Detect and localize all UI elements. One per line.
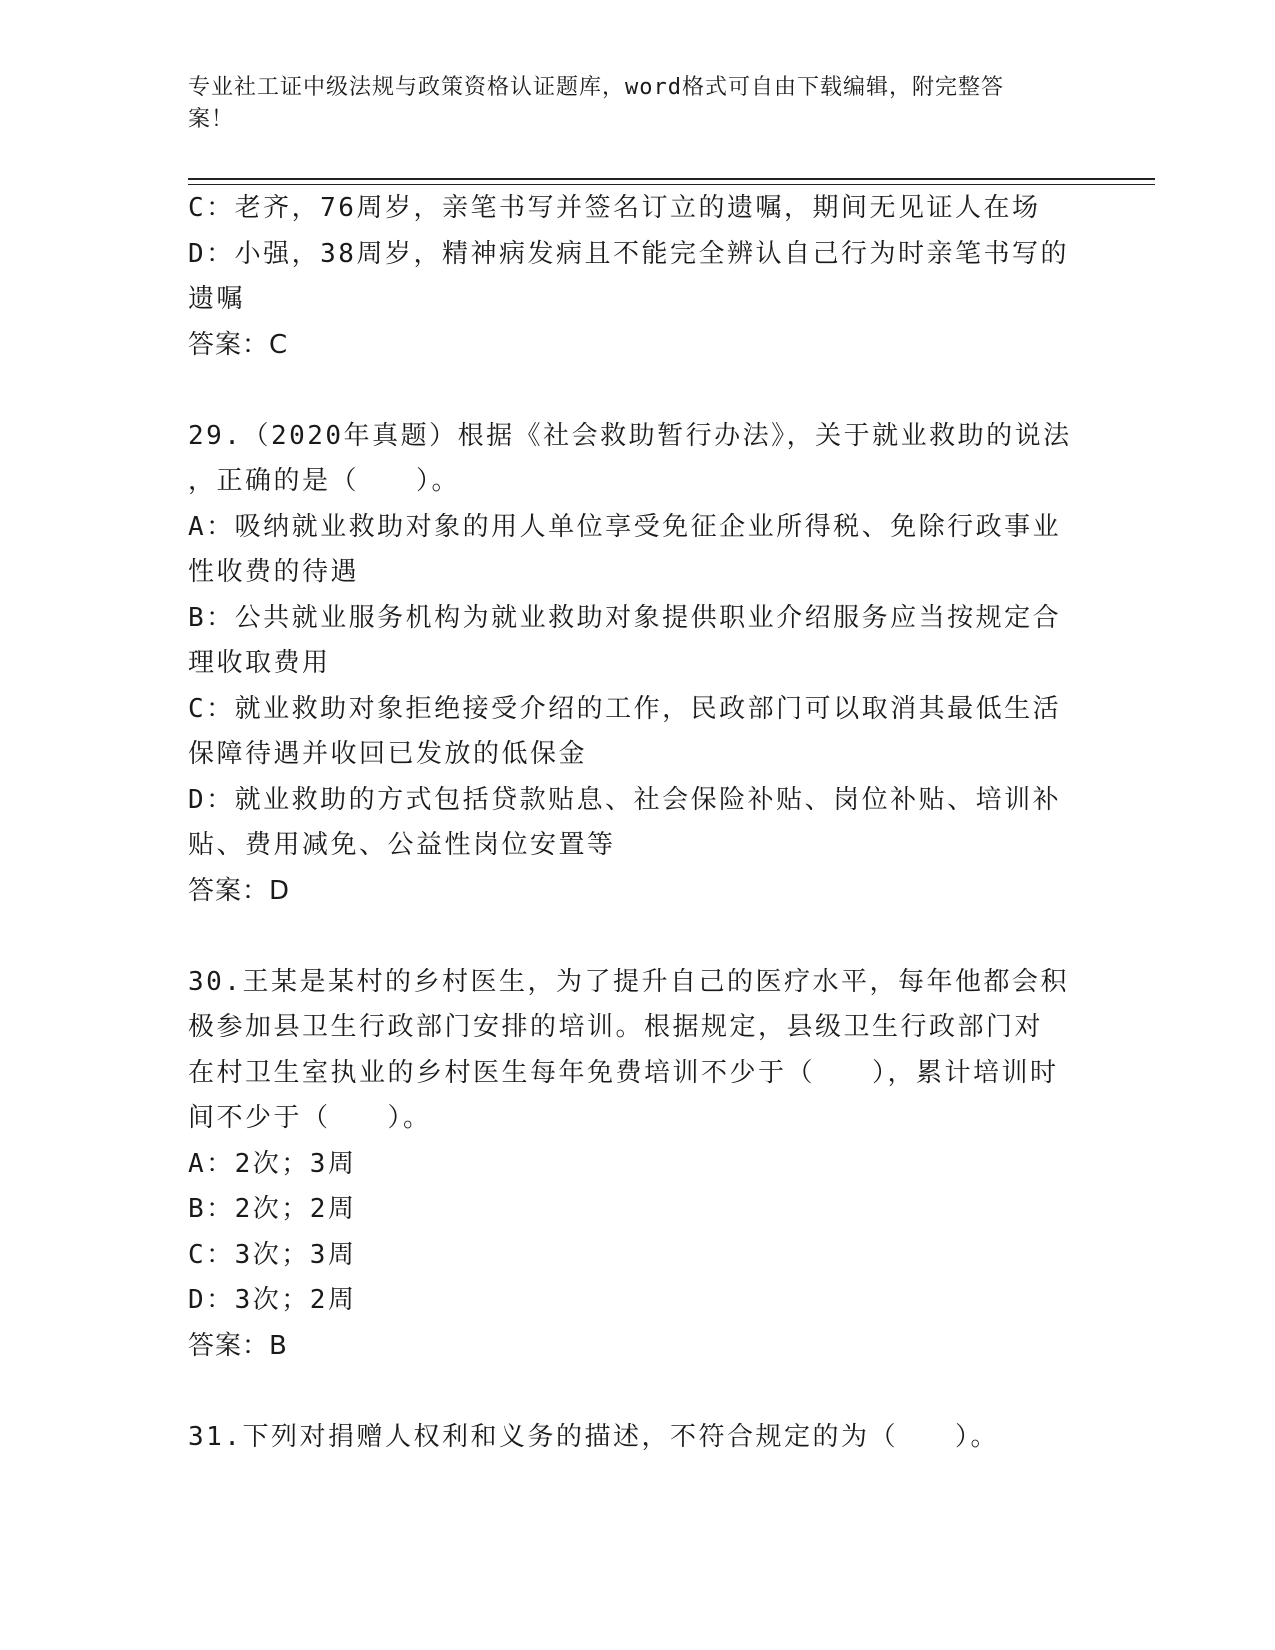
option-b-line-1: B：公共就业服务机构为就业救助对象提供职业介绍服务应当按规定合 <box>188 602 1062 633</box>
question-stem-line-2: ，正确的是（ ）。 <box>188 466 461 496</box>
blank-line <box>188 914 1088 960</box>
header-line-1: 专业社工证中级法规与政策资格认证题库，word格式可自由下载编辑，附完整答 <box>188 75 1004 100</box>
option-d-line-1: D：就业救助的方式包括贷款贴息、社会保险补贴、岗位补贴、培训补 <box>188 784 1062 815</box>
option-c-line-2: 保障待遇并收回已发放的低保金 <box>188 739 588 769</box>
question-31 <box>188 1415 1088 1461</box>
option-d-line-2: 遗嘱 <box>188 284 246 314</box>
page-header <box>188 72 1068 136</box>
option-b: B：2次；2周 <box>188 1194 357 1224</box>
header-line-2: 案！ <box>188 107 235 132</box>
question-stem-line-2: 极参加县卫生行政部门安排的培训。根据规定，县级卫生行政部门对 <box>188 1012 1044 1042</box>
answer: 答案：D <box>188 875 291 906</box>
question-30 <box>188 960 1088 1370</box>
option-a-line-1: A：吸纳就业救助对象的用人单位享受免征企业所得税、免除行政事业 <box>188 511 1062 542</box>
question-28-tail <box>188 186 1088 368</box>
blank-line <box>188 1369 1088 1415</box>
option-c-line-1: C：就业救助对象拒绝接受介绍的工作，民政部门可以取消其最低生活 <box>188 693 1062 724</box>
option-a-line-2: 性收费的待遇 <box>188 557 360 587</box>
option-c: C：老齐，76周岁，亲笔书写并签名订立的遗嘱，期间无见证人在场 <box>188 193 1041 223</box>
question-29 <box>188 414 1088 915</box>
option-c: C：3次；3周 <box>188 1239 357 1270</box>
document-body <box>188 186 1088 1460</box>
question-stem-line-4: 间不少于（ ）。 <box>188 1103 432 1133</box>
blank-line <box>188 368 1088 414</box>
answer: 答案：B <box>188 1330 288 1361</box>
answer: 答案：C <box>188 329 289 360</box>
option-b-line-2: 理收取费用 <box>188 648 331 678</box>
question-stem-line-1: 30.王某是某村的乡村医生，为了提升自己的医疗水平，每年他都会积 <box>188 966 1069 997</box>
option-d-line-1: D：小强，38周岁，精神病发病且不能完全辨认自己行为时亲笔书写的 <box>188 238 1069 269</box>
question-stem-line-3: 在村卫生室执业的乡村医生每年免费培训不少于（ ），累计培训时 <box>188 1057 1059 1088</box>
option-d-line-2: 贴、费用减免、公益性岗位安置等 <box>188 830 616 860</box>
question-stem-line-1: 29.（2020年真题）根据《社会救助暂行办法》，关于就业救助的说法 <box>188 420 1072 451</box>
header-divider-thick <box>188 178 1155 180</box>
header-divider-thin <box>188 184 1155 185</box>
option-a: A：2次；3周 <box>188 1148 357 1179</box>
option-d: D：3次；2周 <box>188 1285 357 1315</box>
question-stem-line-1: 31.下列对捐赠人权利和义务的描述，不符合规定的为（ ）。 <box>188 1421 999 1452</box>
